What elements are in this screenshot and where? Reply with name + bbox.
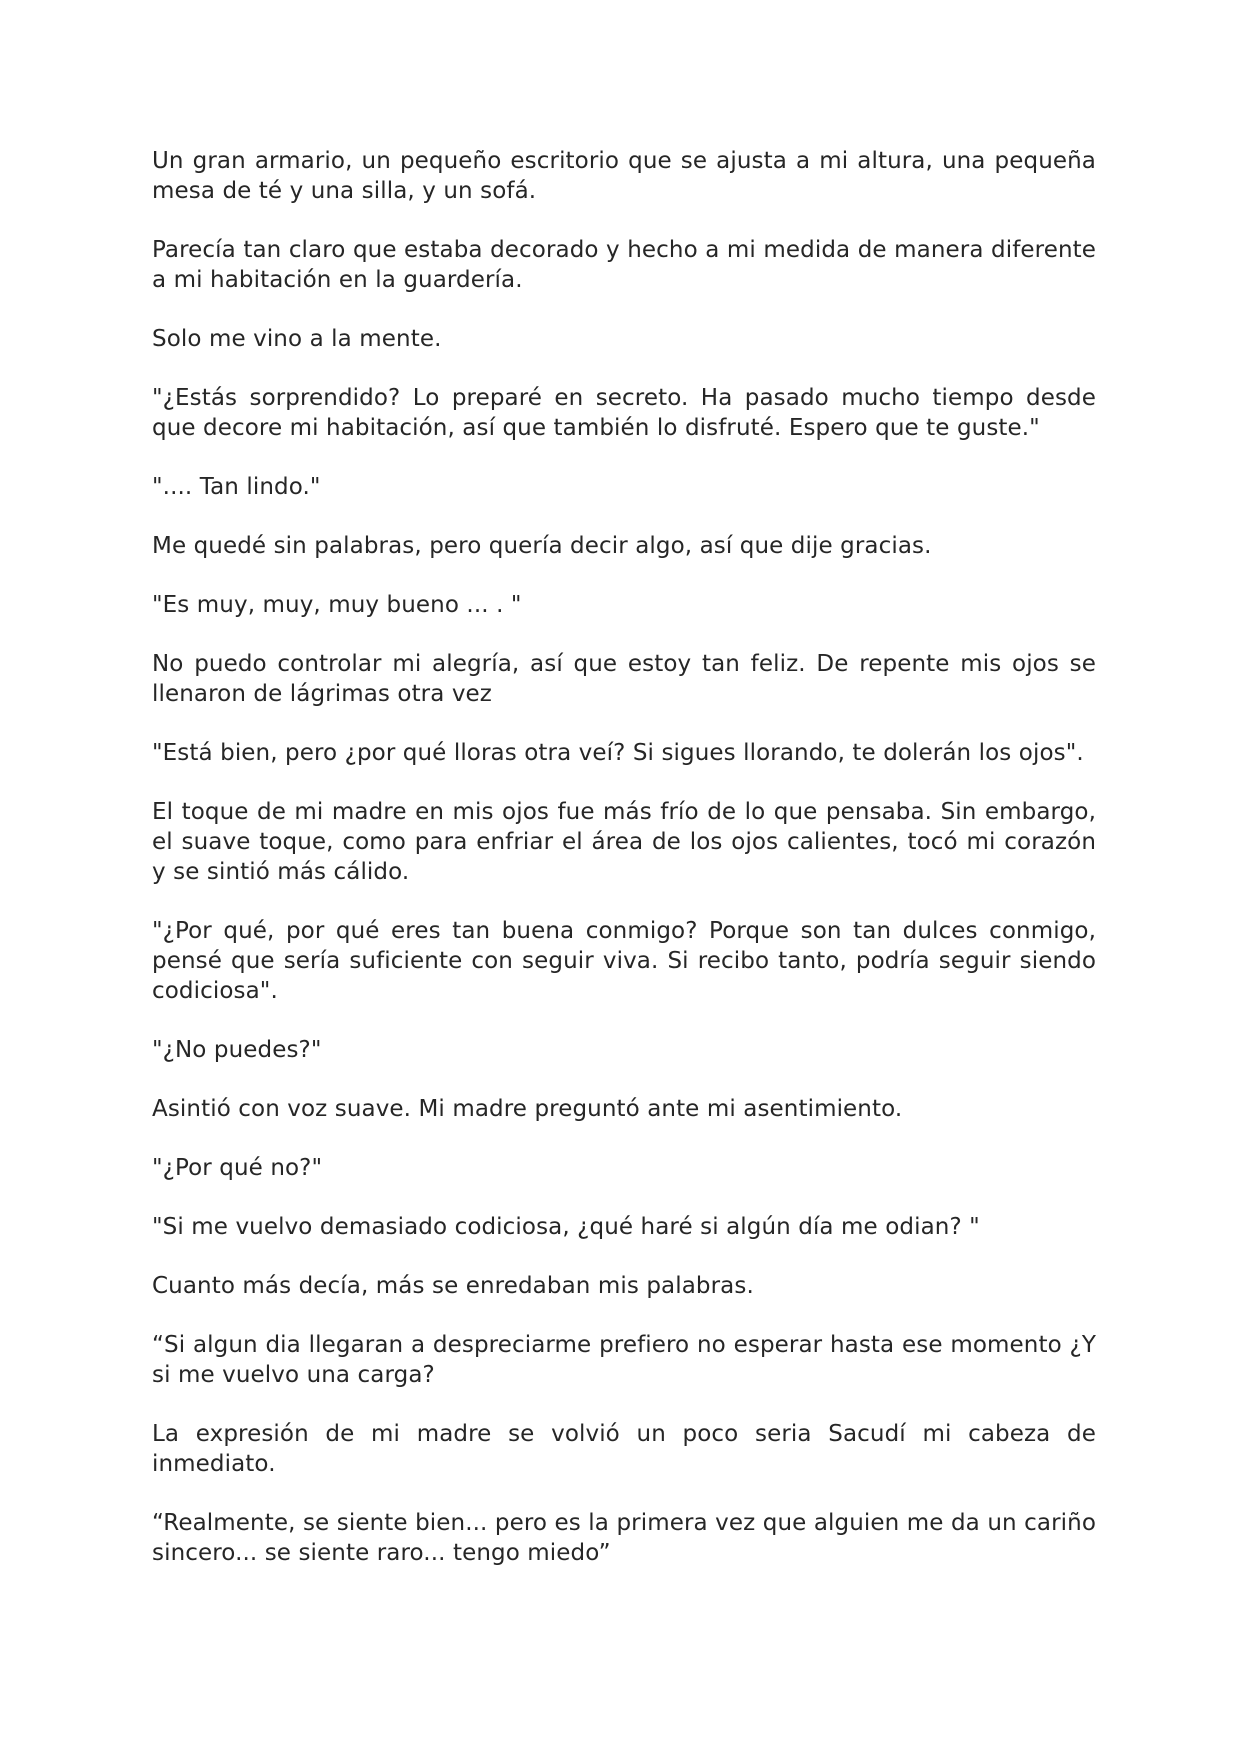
paragraph: ".... Tan lindo.": [152, 474, 321, 500]
body-text: [152, 146, 1096, 1597]
paragraph: “Realmente, se siente bien... pero es la primera vez que alguien me da un cariño sincero... se siente raro... tengo miedo”: [152, 1510, 1096, 1566]
paragraph: "Es muy, muy, muy bueno ... . ": [152, 592, 522, 618]
paragraph: El toque de mi madre en mis ojos fue más frío de lo que pensaba. Sin embargo, el suave toque, como para enfriar el área de los ojos calientes, tocó mi corazón y se sintió más cálido.: [152, 799, 1096, 885]
paragraph: Asintió con voz suave. Mi madre preguntó ante mi asentimiento.: [152, 1096, 903, 1122]
paragraph: Me quedé sin palabras, pero quería decir algo, así que dije gracias.: [152, 533, 932, 559]
paragraph: La expresión de mi madre se volvió un poco seria Sacudí mi cabeza de inmediato.: [152, 1421, 1096, 1477]
paragraph: "Está bien, pero ¿por qué lloras otra veí? Si sigues llorando, te dolerán los ojos".: [152, 740, 1084, 766]
paragraph: "Si me vuelvo demasiado codiciosa, ¿qué haré si algún día me odian? ": [152, 1214, 980, 1240]
paragraph: Cuanto más decía, más se enredaban mis palabras.: [152, 1273, 754, 1299]
paragraph: Un gran armario, un pequeño escritorio que se ajusta a mi altura, una pequeña mesa de té y una silla, y un sofá.: [152, 148, 1096, 204]
paragraph: “Si algun dia llegaran a despreciarme prefiero no esperar hasta ese momento ¿Y si me vuelvo una carga?: [152, 1332, 1096, 1388]
paragraph: "¿Por qué, por qué eres tan buena conmigo? Porque son tan dulces conmigo, pensé que sería suficiente con seguir viva. Si recibo tanto, podría seguir siendo codiciosa".: [152, 918, 1096, 1004]
paragraph: No puedo controlar mi alegría, así que estoy tan feliz. De repente mis ojos se llenaron de lágrimas otra vez: [152, 651, 1096, 707]
paragraph: Parecía tan claro que estaba decorado y hecho a mi medida de manera diferente a mi habitación en la guardería.: [152, 237, 1096, 293]
paragraph: "¿Estás sorprendido? Lo preparé en secreto. Ha pasado mucho tiempo desde que decore mi habitación, así que también lo disfruté. Espero que te guste.": [152, 385, 1096, 441]
paragraph: "¿No puedes?": [152, 1037, 322, 1063]
paragraph: Solo me vino a la mente.: [152, 326, 442, 352]
paragraph: "¿Por qué no?": [152, 1155, 323, 1181]
